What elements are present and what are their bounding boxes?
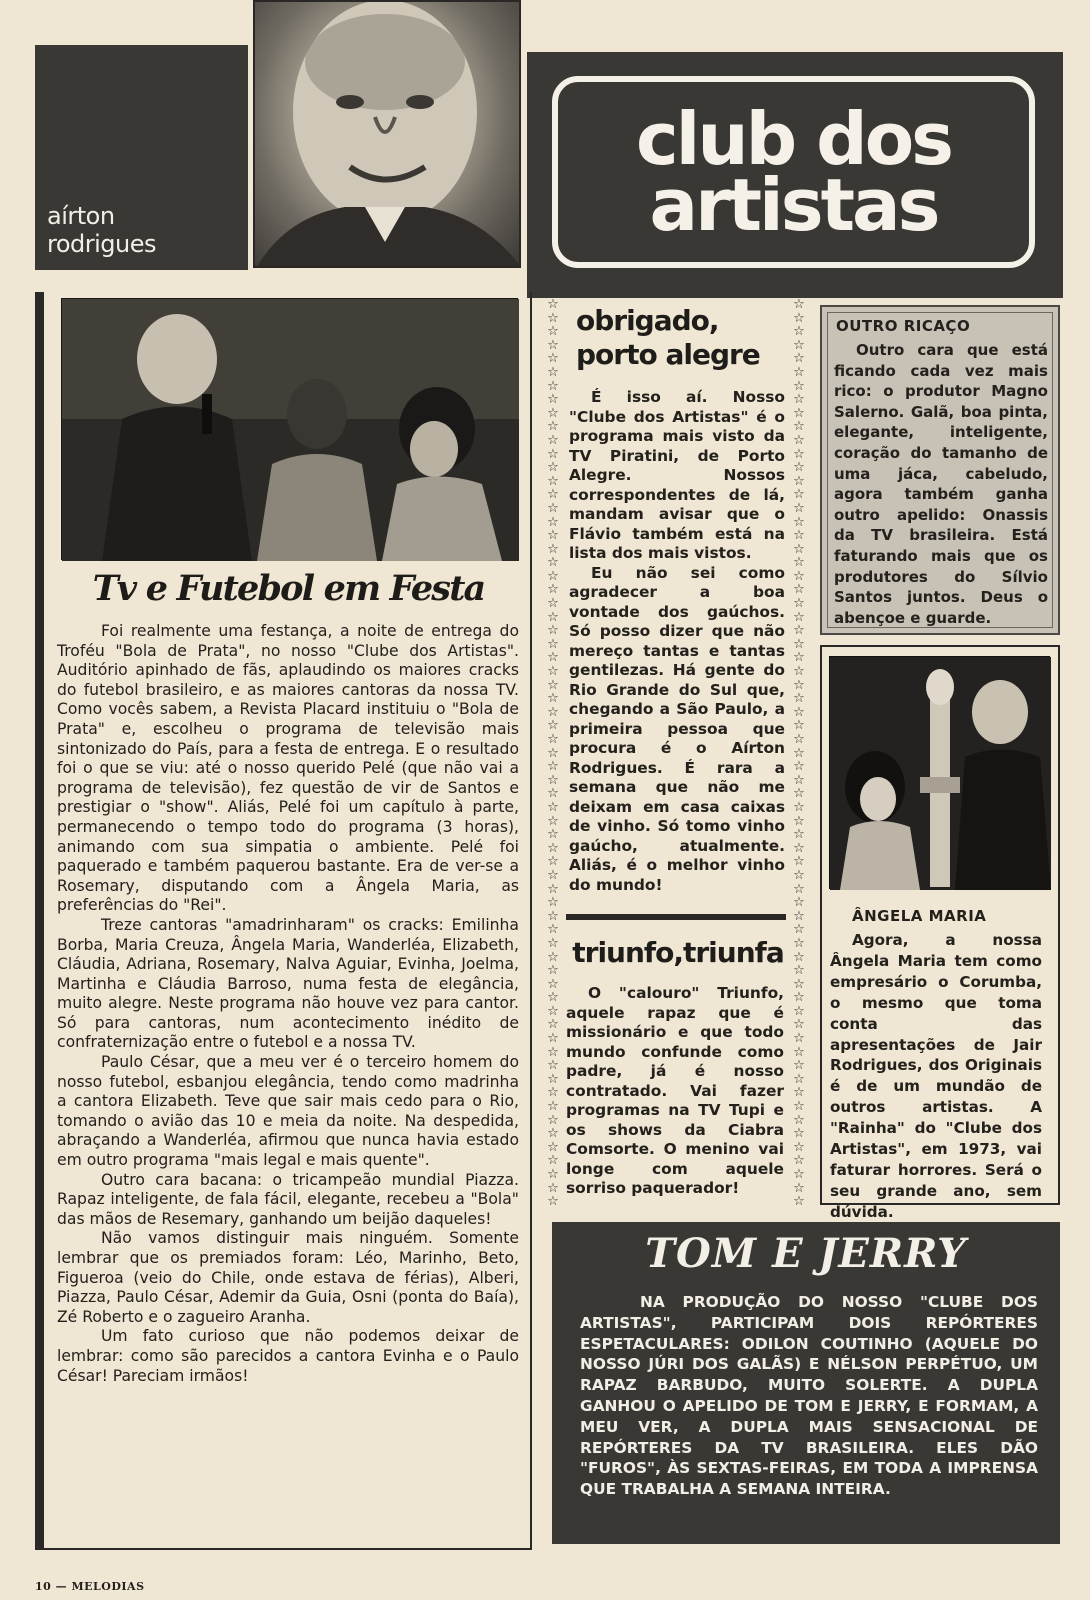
paragraph: Paulo César, que a meu ver é o terceiro homem do nosso futebol, esbanjou elegância, tendo como madrinha a cantora Elizabeth. Teve que sair mais cedo para o Rio, tomando o avião das 10 e meia da noite. Na despedida, abraçando a Wanderléa, afirmou que nunca havia estado em outro programa "mais legal e mais quente". [57, 1053, 519, 1170]
author-last-name: rodrigues [47, 230, 157, 258]
angela-maria-heading: ÂNGELA MARIA [852, 907, 987, 925]
section-title-line1: club dos [635, 97, 952, 181]
event-photo-illustration [62, 299, 519, 561]
star-border-right: ☆ ☆ ☆ ☆ ☆ ☆ ☆ ☆ ☆ ☆ ☆ ☆ ☆ ☆ ☆ ☆ ☆ ☆ ☆ ☆ ☆ ☆ ☆ ☆ ☆ ☆ ☆ ☆ ☆ ☆ ☆ ☆ ☆ ☆ ☆ ☆ ☆ ☆ ☆ ☆ ☆ ☆ ☆ ☆ ☆ ☆ ☆ ☆ ☆ ☆ ☆ ☆ ☆ ☆ ☆ ☆ ☆ ☆ ☆ ☆ ☆ ☆ ☆ ☆ ☆ ☆ ☆ [793, 298, 805, 1210]
main-headline: Tv e Futebol em Festa [92, 568, 485, 609]
paragraph: Outro cara bacana: o tricampeão mundial Piazza. Rapaz inteligente, de fala fácil, elegante, recebeu a "Bola" das mãos de Resemary, ganhando um beijão daqueles! [57, 1170, 519, 1228]
paragraph: Eu não sei como agradecer a boa vontade dos gaúchos. Só posso dizer que não mereço tantas e tantas gentilezas. Há gente do Rio Grande do Sul que, chegando a São Paulo, a primeira pessoa que procura é o Aírton Rodrigues. É rara a semana que não me deixam em casa caixas de vinho. Só tomo vinho gaúcho, atualmente. Aliás, é o melhor vinho do mundo! [569, 563, 785, 894]
author-box [35, 45, 248, 270]
angela-maria-body: Agora, a nossa Ângela Maria tem como empresário o Corumba, o mesmo que toma conta das apresentações de Jair Rodrigues, dos Originais é de um mundão de outros artistas. A "Rainha" do "Clube dos Artistas", em 1973, vai faturar horrores. Será o seu grande ano, sem dúvida. [830, 931, 1042, 1221]
angela-photo-illustration [830, 657, 1051, 890]
tom-e-jerry-body [580, 1292, 1038, 1500]
portrait-illustration [255, 2, 521, 268]
angela-maria-photo [829, 656, 1050, 889]
triunfo-body [566, 984, 784, 1199]
paragraph: Treze cantoras "amadrinharam" os cracks: Emilinha Borba, Maria Creuza, Ângela Maria, Wanderléa, Elizabeth, Cláudia, Adriana, Rosemary, Nalva Aguiar, Evinha, Joelma, Martinha e Cláudia Barroso, numa festa de elegância, muito alegre. Neste programa não houve vez para cantor. Só para cantoras, num acontecimento inédito de confraternização entre o futebol e a nossa TV. [57, 915, 519, 1052]
outro-ricaco-body: Outro cara que está ficando cada vez mais rico: o produtor Magno Salerno. Galã, boa pinta, elegante, inteligente, coração do tamanho de uma jáca, cabeludo, agora também ganha outro apelido: Onassis da TV brasileira. Está faturando mais que os produtores do Sílvio Santos juntos. Deus o abençoe e guarde. [834, 341, 1048, 627]
obrigado-headline-line1: obrigado, [576, 304, 719, 337]
paragraph: É isso aí. Nosso "Clube dos Artistas" é o programa mais visto da TV Piratini, de Porto Alegre. Nossos correspondentes de lá, mandam avisar que o Flávio também está na lista dos mais vistos. [569, 388, 785, 562]
paragraph: Um fato curioso que não podemos deixar de lembrar: como são parecidos a cantora Evinha e o Paulo César! Pareciam irmãos! [57, 1327, 519, 1385]
tom-e-jerry-box [552, 1222, 1060, 1544]
paragraph: Não vamos distinguir mais ninguém. Somente lembrar que os premiados foram: Léo, Marinho, Beto, Figueroa (veio do Chile, onde estava de férias), Alberi, Piazza, Paulo César, Ademir da Guia, Osni (ponta do Baía), Zé Roberto e o zagueiro Aranha. [57, 1229, 519, 1326]
paragraph: NA PRODUÇÃO DO NOSSO "CLUBE DOS ARTISTAS", PARTICIPAM DOIS REPÓRTERES ESPETACULARES: ODILON COUTINHO (AQUELE DO NOSSO JÚRI DOS GALÃS) E NÉLSON PERPÉTUO, UM RAPAZ BARBUDO, MUITO SOLERTE. A DUPLA GANHOU O APELIDO DE TOM E JERRY, E FORMAM, A MEU VER, A DUPLA MAIS SENSACIONAL DE REPÓRTERES DA TV BRASILEIRA. ELES DÃO "FUROS", ÀS SEXTAS-FEIRAS, EM TODA A IMPRENSA QUE TRABALHA A SEMANA INTEIRA. [580, 1293, 1038, 1499]
title-box [527, 52, 1063, 298]
title-frame [552, 76, 1035, 268]
obrigado-body [569, 388, 785, 895]
star-border-left: ☆ ☆ ☆ ☆ ☆ ☆ ☆ ☆ ☆ ☆ ☆ ☆ ☆ ☆ ☆ ☆ ☆ ☆ ☆ ☆ ☆ ☆ ☆ ☆ ☆ ☆ ☆ ☆ ☆ ☆ ☆ ☆ ☆ ☆ ☆ ☆ ☆ ☆ ☆ ☆ ☆ ☆ ☆ ☆ ☆ ☆ ☆ ☆ ☆ ☆ ☆ ☆ ☆ ☆ ☆ ☆ ☆ ☆ ☆ ☆ ☆ ☆ ☆ ☆ ☆ ☆ ☆ [547, 298, 559, 1210]
tom-e-jerry-heading: TOM E JERRY [645, 1230, 967, 1277]
obrigado-headline [576, 304, 781, 372]
author-first-name: aírton [47, 202, 115, 230]
paragraph: O "calouro" Triunfo, aquele rapaz que é missionário e que todo mundo confunde como padre, já é nosso contratado. Vai fazer programas na TV Tupi e os shows da Ciabra Comsorte. O menino vai longe com aquele sorriso paquerador! [566, 984, 784, 1197]
outro-ricaco-heading: OUTRO RICAÇO [836, 317, 971, 335]
page-footer: 10 — MELODIAS [35, 1580, 145, 1593]
section-title-line2: artistas [649, 163, 938, 247]
paragraph: Foi realmente uma festança, a noite de entrega do Troféu "Bola de Prata", no nosso "Clube dos Artistas". Auditório apinhado de fãs, aplaudindo os maiores cracks do futebol brasileiro, e as maiores cantoras da nossa TV. Como vocês sabem, a Revista Placard instituiu o "Bola de Prata" e, escolheu o programa de televisão mais sintonizado do País, para a festa de entrega. E o resultado foi o que se viu: até o nosso querido Pelé (que não vai a programa de televisão), fez questão de vir de Santos e prestigiar o "show". Aliás, Pelé foi um capítulo à parte, permanecendo o tempo todo do programa (3 horas), animando com sua simpatia o ambiente. Pelé foi paquerado e também paquerou bastante. Era de ver-se a Rosemary, disputando com a Ângela Maria, as preferências do "Rei". [57, 622, 519, 915]
main-article-body [57, 622, 519, 1386]
author-portrait [253, 0, 521, 268]
triunfo-headline: triunfo,triunfa [572, 936, 784, 969]
author-name [47, 202, 156, 258]
obrigado-headline-line2: porto alegre [576, 338, 760, 371]
event-photo [61, 298, 518, 560]
column-divider [566, 914, 786, 920]
